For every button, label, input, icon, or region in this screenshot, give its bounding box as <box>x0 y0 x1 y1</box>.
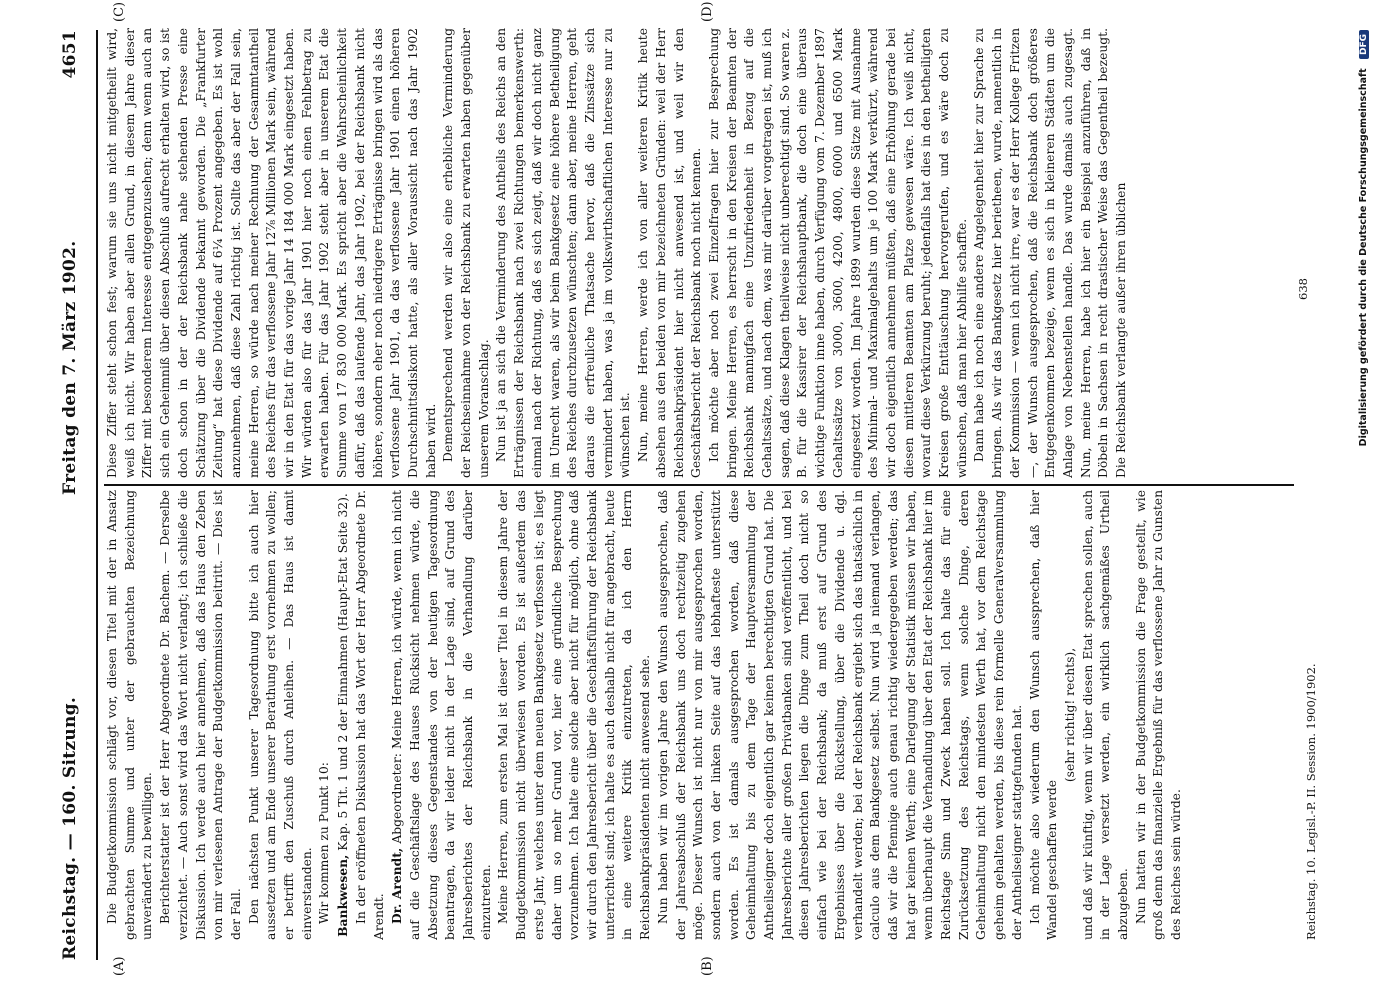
paragraph: und daß wir künftig, wenn wir über diesen Etat sprechen sollen, auch in der Lage versetzt werden, ein wirklich sachgemäßes Urtheil abzugeben. <box>1080 490 1131 940</box>
speech-text: Abgeordneter: Meine Herren, ich würde, wenn ich nicht auf die Geschäftslage des Hauses Rücksicht nehmen würde, die Absetzung dieses Gegenstandes von der heutigen Tagesordnung beantragen, da wir leider nicht in der Lage sind, auf Grund des Jahresberichtes der Reichsbank in die Verhandlung darüber einzutreten. <box>390 490 493 940</box>
margin-marker-d: (D) <box>700 1 715 22</box>
dfg-logo: DFG <box>1359 30 1369 59</box>
paragraph: Berichterstatter ist der Herr Abgeordnete Dr. Bachem. — Derselbe verzichtet. — Auch sonst wird das Wort nicht verlangt; ich schließe die Diskussion. Ich werde auch hier annehmen, daß das Haus den Zeben von mir verlesenen Antrage der Budgetkommission beitritt. — Dies ist der Fall. <box>158 490 243 940</box>
left-column <box>104 490 1304 940</box>
margin-marker-a: (A) <box>112 956 127 976</box>
column-divider <box>104 484 1294 486</box>
interjection: (sehr richtig! rechts), <box>1062 647 1077 783</box>
margin-marker-c: (C) <box>112 1 127 22</box>
footer-sheet-number: 638 <box>1296 278 1310 300</box>
paragraph: Ich möchte aber noch zwei Einzelfragen hier zur Besprechung bringen. Meine Herren, es herrscht in den Kreisen der Beamten der Reichsbank mannigfach eine Unzufriedenheit in Bezug auf die Gehaltssätze, und nach dem, was mir darüber vorgetragen ist, muß ich sagen, daß diese Klagen theilweise nicht unberechtigt sind. So waren z. B. für die Kassirer der Reichshauptbank, die doch eine überaus wichtige Funktion inne haben, durch Verfügung vom 7. Dezember 1897 Gehaltssätze von 3000, 3600, 4200, 4800, 6000 und 6500 Mark eingesetzt worden. Im Jahre 1899 wurden diese Sätze mit Ausnahme des Minimal- und Maximalgehalts um je 100 Mark verkürzt, während wir doch eigentlich annehmen müßten, daß eine Erhöhung gerade bei diesen mittleren Beamten am Platze gewesen wäre. Ich weiß nicht, worauf diese Verkürzung beruht; jedenfalls hat dies in den betheiligten Kreisen große Enttäuschung hervorgerufen, und es wäre doch zu wünschen, daß man hier Abhilfe schaffte. <box>706 28 969 478</box>
header-date: Freitag den 7. März 1902. <box>60 240 80 495</box>
right-column <box>104 28 1304 478</box>
paragraph: Dementsprechend werden wir also eine erhebliche Verminderung der Reichseinnahme von der Reichsbank zu erwarten haben gegenüber unserem Voranschlag. <box>441 28 491 478</box>
agenda-item <box>334 490 353 940</box>
digitization-note <box>1358 30 1369 960</box>
header-rule <box>96 30 98 960</box>
paragraph: Wir kommen zu Punkt 10: <box>317 762 332 924</box>
paragraph: Nun ist ja an sich die Verminderung des Antheils des Reichs an den Erträgnissen der Reichsbank nach zwei Richtungen bemerkenswerth: einmal nach der Richtung, daß es sich zeigt, daß wir doch nicht ganz im Unrecht waren, als wir beim Bankgesetz eine höhere Betheiligung des Reiches durchzusetzen wünschten; dann aber, meine Herren, geht daraus die erfreuliche Thatsache hervor, daß die Zinssätze sich vermindert haben, was ja im volkswirthschaftlichen Interesse nur zu wünschen ist. <box>494 28 633 478</box>
paragraph: Nun, meine Herren, werde ich von aller weiteren Kritik heute absehen aus den beiden von mir bezeichneten Gründen: weil der Herr Reichsbankpräsident hier nicht anwesend ist, und weil wir den Geschäftsbericht der Reichsbank noch nicht kennen. <box>636 28 704 478</box>
speech-paragraph <box>388 490 495 940</box>
footer-session-info: Reichstag. 10. Legisl.-P. II. Session. 1900/1902. <box>1304 663 1318 940</box>
speaker-name: Dr. Arendt, <box>389 847 405 924</box>
paragraph: Die Budgetkommission schlägt vor, diesen Titel mit der in Ansatz gebrachten Summe und unter der gebrauchten Bezeichnung unverändert zu bewilligen. <box>105 490 155 940</box>
paragraph: Den nächsten Punkt unserer Tagesordnung bitte ich auch hier aussetzen und am Ende unserer Berathung erst vornehmen zu wollen; er betrifft den Zuschuß durch Anleihen. — Das Haus ist damit einverstanden. <box>246 490 314 940</box>
digitization-note-text: Digitalisierung gefördert durch die Deutsche Forschungsgemeinschaft <box>1358 68 1369 447</box>
paragraph: Dann habe ich noch eine andere Angelegenheit hier zur Sprache zu bringen. Als wir das Bankgesetz hier berietheen, wurde, namentlich in der Kommission — wenn ich nicht irre, war es der Herr Kollege Fritzen —, der Wunsch ausgesprochen, daß die Reichsbank doch größeres Entgegenkommen bezeige, wenn es sich in kleineren Städten um die Anlage von Nebenstellen handle. Das wurde damals auch zugesagt. Nun, meine Herren, habe ich hier ein Beispiel anzuführen, daß in Döbeln in Sachsen in recht drastischer Weise das Gegentheil bezeugt. Die Reichsbank verlangte außer ihren üblichen <box>972 28 1129 478</box>
page-header <box>52 30 96 960</box>
agenda-item-detail: Kap. 5 Tit. 1 und 2 der Einnahmen (Haupt-Etat Seite 32). <box>336 493 351 851</box>
paragraph: Ich möchte also wiederum den Wunsch aussprechen, daß hier Wandel geschaffen werde <box>1027 490 1060 940</box>
page-number: 4651 <box>60 30 80 79</box>
agenda-item-title: Bankwesen, <box>335 854 351 937</box>
paragraph: Diese Ziffer steht schon fest; warum sie uns nicht mitgetheilt wird, weiß ich nicht. Wir haben aber allen Grund, in diesem Jahre dieser Ziffer mit besonderem Interesse entgegenzusehen; denn wenn auch an sich ein Geheimniß über diesen Abschluß aufrecht erhalten wird, so ist doch schon in der der Reichsbank nahe stehenden Presse eine Schätzung über die Dividende bekannt geworden. Die „Frankfurter Zeitung“ hat diese Dividende auf 6¼ Prozent angegeben. Es ist wohl anzunehmen, daß diese Zahl richtig ist. Sollte das aber der Fall sein, meine Herren, so würde nach meiner Rechnung der Gesammtantheil des Reiches für das verflossene Jahr 12⅞ Millionen Mark sein, während wir in den Etat für das vorige Jahr 14 184 000 Mark eingesetzt haben. Wir würden also für das Jahr 1901 hier noch einen Fehlbetrag zu erwarten haben. Für das Jahr 1902 steht aber in unserem Etat die Summe von 17 830 000 Mark. Es spricht aber die Wahrscheinlichkeit dafür, daß das laufende Jahr, das Jahr 1902, bei der Reichsbank nicht höhere, sondern eher noch niedrigere Erträgnisse bringen wird als das verflossene Jahr 1901, da das verflossene Jahr 1901 einen höheren Durchschnittsdiskont hatte, als aller Voraussicht nach das Jahr 1902 haben wird. <box>105 28 438 478</box>
header-session: Reichstag. — 160. Sitzung. <box>60 696 80 960</box>
margin-marker-b: (B) <box>700 956 715 976</box>
paragraph: Nun haben wir im vorigen Jahre den Wunsch ausgesprochen, daß der Jahresabschluß der Reichsbank uns doch rechtzeitig zugehen möge. Dieser Wunsch ist nicht nur von mir ausgesprochen worden, sondern auch von der linken Seite auf das lebhafteste unterstützt worden. Es ist damals ausgesprochen worden, daß diese Geheimhaltung bis zu dem Tage der Hauptversammlung der Antheilseigner doch eigentlich gar keinen berechtigten Grund hat. Die Jahresberichte aller großen Privatbanken sind veröffentlicht, und bei diesen Jahresberichten liegen die Dinge zum Theil doch nicht so einfach wie bei der Reichsbank; da muß erst auf Grund des Ergebnisses über die Rückstellung, über die Dividende u. dgl. verhandelt werden; bei der Reichsbank ergiebt sich das thatsächlich in calculo aus dem Bankgesetz selbst. Nun wird ja niemand verlangen, daß wir die Pfennige auch genau richtig wiedergegeben werden; das hat gar keinen Werth; eine Darlegung der Statistik müssen wir haben, wenn überhaupt die Verhandlung über den Etat der Reichsbank hier im Reichstage Sinn und Zweck haben soll. Ich halte das für eine Zurücksetzung des Reichstags, wenn solche Dinge, deren Geheimhaltung nicht den mindesten Werth hat, vor dem Reichstage geheim gehalten werden, bis diese rein formelle Generalversammlung der Antheilseigner stattgefunden hat. <box>655 490 1024 940</box>
paragraph: Meine Herren, zum ersten Mal ist dieser Titel in diesem Jahre der Budgetkommission nicht überwiesen worden. Es ist außerdem das erste Jahr, welches unter dem neuen Bankgesetz verflossen ist; es liegt daher um so mehr Grund vor, hier eine gründliche Besprechung vorzunehmen. Ich halte eine solche aber nicht für möglich, ohne daß wir durch den Jahresbericht über die Geschäftsführung der Reichsbank unterrichtet sind; ich halte es auch deshalb nicht für angebracht, heute in eine weitere Kritik einzutreten, da ich den Herrn Reichsbankpräsidenten nicht anwesend sehe. <box>496 490 653 940</box>
paragraph: Nun hatten wir in der Budgetkommission die Frage gestellt, wie groß denn das finanzielle Ergebniß für das verflossene Jahr zu Gunsten des Reiches sein würde. <box>1133 490 1184 940</box>
paragraph: In der eröffneten Diskussion hat das Wort der Herr Abgeordnete Dr. Arendt. <box>353 490 386 940</box>
